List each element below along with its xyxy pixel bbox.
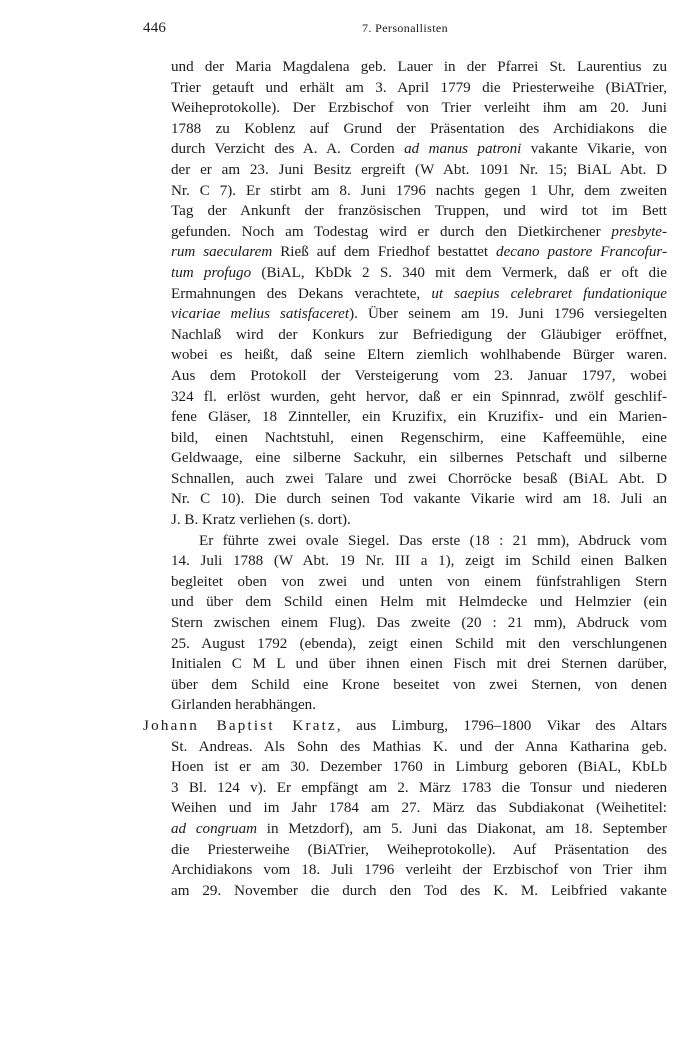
text-line: Weihen und im Jahr 1784 am 27. März das Subdiakonat (Weihetitel: [171,800,667,817]
text-line: 14. Juli 1788 (W Abt. 19 Nr. III a 1), zeigt im Schild einen Balken [171,553,667,570]
text-run: ). Über seinem am 19. Juni 1796 versiegelten [349,306,668,323]
text-line: die Priesterweihe (BiATrier, Weiheprotokolle). Auf Präsentation des [171,841,667,858]
text-line [171,284,667,305]
text-line: Aus dem Protokoll der Versteigerung vom 23. Januar 1797, wobei [171,367,667,384]
italic-phrase: tum profugo [171,264,252,281]
paragraph-kratz-entry [143,716,667,901]
text-line: Tag der Ankunft der französischen Truppen, und wird tot im Bett [171,203,667,220]
text-line: Geldwaage, eine silberne Sackuhr, ein silbernes Petschaft und silberne [171,450,667,467]
running-title: 7. Personallisten [361,21,449,35]
text-line: und über dem Schild einen Helm mit Helmdecke und Helmzier (ein [171,594,667,611]
text-line: 25. August 1792 (ebenda), zeigt einen Schild mit den verschlungenen [171,635,667,652]
italic-phrase: ut saepius celebraret fundationique [431,285,667,302]
text-run: durch Verzicht des A. A. Corden [171,141,405,158]
text-line [171,263,667,284]
italic-phrase: ad congruam [171,820,258,837]
italic-phrase: presbyte- [611,223,667,240]
text-line: Stern zwischen einem Flug). Das zweite (20 : 21 mm), Abdruck vom [171,615,667,632]
text-line: Nr. C 10). Die durch seinen Tod vakante Vikarie wird am 18. Juli an [171,491,667,508]
text-line: Trier getauft und erhält am 3. April 1779 die Priesterweihe (BiATrier, [171,79,667,96]
text-line: fene Gläser, 18 Zinnteller, ein Kruzifix, ein Kruzifix- und ein Marien- [171,409,667,426]
text-line [171,139,667,160]
italic-phrase: vicariae melius satisfaceret [171,306,350,323]
body-text [143,57,667,901]
text-line: Nachlaß wird der Konkurs zur Befriedigung der Gläubiger eröffnet, [171,326,667,343]
text-line: bild, einen Nachtstuhl, einen Regenschirm, eine Kaffeemühle, eine [171,429,667,446]
text-line [143,716,667,737]
text-line: Archidiakons vom 18. Juli 1796 verleiht der Erzbischof von Trier ihm [171,862,667,879]
text-run: gefunden. Noch am Todestag wird er durch den Dietkirchener [171,223,612,240]
text-run: Rieß auf dem Friedhof bestattet [272,244,497,261]
text-line: Schnallen, auch zwei Talare und zwei Chorröcke besaß (BiAL Abt. D [171,470,667,487]
text-line: Er führte zwei ovale Siegel. Das erste (18 : 21 mm), Abdruck vom [199,532,667,549]
text-line: Girlanden herabhängen. [171,697,317,714]
text-line: wobei es heißt, daß seine Eltern ziemlich wohlhabende Bürger waren. [171,347,667,364]
text-run: (BiAL, KbDk 2 S. 340 mit dem Vermerk, daß er oft die [251,264,667,281]
text-line: Hoen ist er am 30. Dezember 1760 in Limburg geboren (BiAL, KbLb [171,759,667,776]
text-line [171,304,667,325]
text-line: 3 Bl. 124 v). Er empfängt am 2. März 1783 die Tonsur und niederen [171,779,667,796]
text-line: begleitet oben von zwei und unten von einem fünfstrahligen Stern [171,573,667,590]
text-line [171,819,667,840]
text-line: über dem Schild eine Krone beseitet von zwei Sternen, von denen [171,676,667,693]
text-line: 1788 zu Koblenz auf Grund der Präsentation des Archidiakons die [171,120,667,137]
text-run: vakante Vikarie, von [521,141,667,158]
text-line: 324 fl. erlöst wurden, geht hervor, daß er ein Spinnrad, zwölf geschlif- [171,388,667,405]
text-run: in Metzdorf), am 5. Juni das Diakonat, am 18. September [257,820,667,837]
paragraph-seals [143,531,667,716]
page-number: 446 [143,20,167,36]
paragraph-vikar-entry-continued [143,57,667,531]
italic-phrase: ad manus patroni [404,141,522,158]
text-line: und der Maria Magdalena geb. Lauer in der Pfarrei St. Laurentius zu [171,59,667,75]
entry-name: Johann Baptist Kratz [143,718,337,734]
text-line: St. Andreas. Als Sohn des Mathias K. und der Anna Katharina geb. [171,738,667,755]
page-header [143,20,667,40]
text-run: Ermahnungen des Dekans verachtete, [171,285,432,302]
text-line: der er am 23. Juni Besitz ergreift (W Abt. 1091 Nr. 15; BiAL Abt. D [171,161,667,178]
text-line: Initialen C M L und über ihnen einen Fisch mit drei Sternen darüber, [171,656,667,673]
italic-phrase: decano pastore Francofur- [496,244,667,261]
text-line [171,242,667,263]
text-line: Weiheprotokolle). Der Erzbischof von Trier verleiht ihm am 20. Juni [171,100,667,117]
text-line [171,222,667,243]
text-line: Nr. C 7). Er stirbt am 8. Juni 1796 nachts gegen 1 Uhr, dem zweiten [171,182,667,199]
text-run: , aus Limburg, 1796–1800 Vikar des Altars [336,718,667,734]
text-line: am 29. November die durch den Tod des K. M. Leibfried vakante [171,882,667,899]
italic-phrase: rum saecularem [171,244,273,261]
text-line: J. B. Kratz verliehen (s. dort). [171,512,351,529]
